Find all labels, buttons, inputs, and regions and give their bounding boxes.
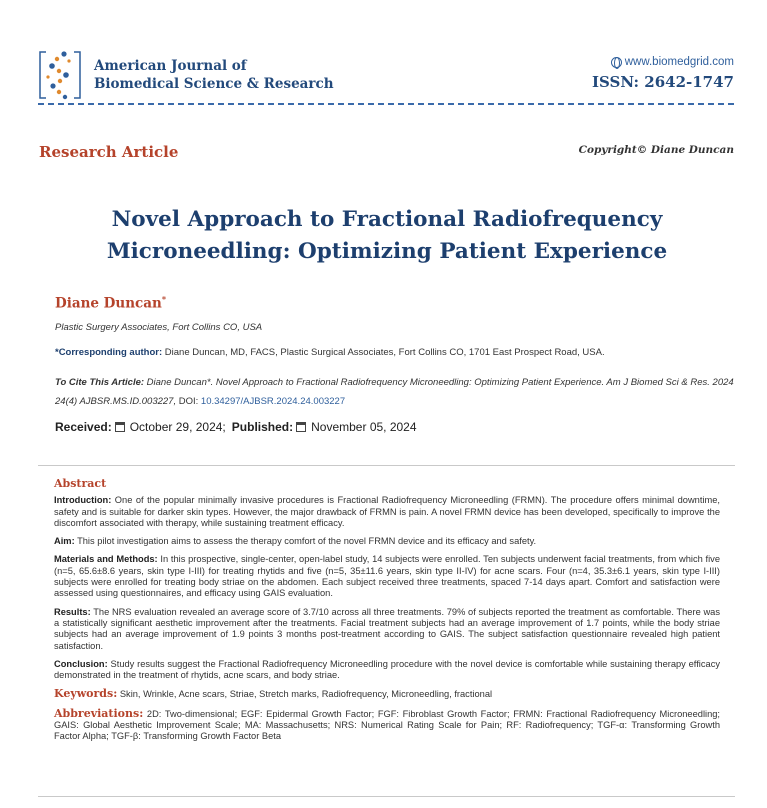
abstract-results	[54, 607, 720, 652]
affiliation: Plastic Surgery Associates, Fort Collins CO, USA	[55, 322, 263, 333]
doi-label: DOI:	[176, 396, 201, 407]
author-name-text: Diane Duncan	[55, 295, 162, 312]
section-label: Aim:	[54, 536, 75, 547]
abstract-methods	[54, 554, 720, 599]
title-line2: Microneedling: Optimizing Patient Experience	[106, 239, 668, 264]
abbreviations-text: 2D: Two-dimensional; EGF: Epidermal Growth Factor; FGF: Fibroblast Growth Factor; FRMN: Fractional Radiofrequency Microneedling; GAIS: Global Aesthetic Improvement Scale; MA: Massachusetts; NRS: Numerical Rating Scale for Pain; RF: Radiofrequency; TGF-α: Transforming Growth Factor Alpha; TGF-β: Transforming Growth Factor Beta	[54, 708, 720, 742]
author-name	[55, 294, 166, 312]
calendar-icon	[115, 422, 125, 432]
calendar-icon	[296, 422, 306, 432]
keywords-text: Skin, Wrinkle, Acne scars, Striae, Stretch marks, Radiofrequency, Microneedling, fractional	[117, 689, 493, 700]
copyright: Copyright© Diane Duncan	[578, 144, 734, 156]
author-mark: *	[161, 294, 166, 304]
abbreviations	[54, 708, 720, 743]
header-divider	[38, 103, 734, 105]
citation-text: Diane Duncan*. Novel Approach to Fractional Radiofrequency Microneedling: Optimizing Patient Experience. Am J Biomed Sci & Res. 2024 24(4) AJBSR.MS.ID.003227,	[55, 377, 734, 407]
section-text: In this prospective, single-center, open-label study, 14 subjects were enrolled. Ten subjects underwent facial treatments, from which five (n=5, 65.6±8.6 years, skin type I-III) for treating rhytids and five (n=5, 35±11.6 years, skin type II-IV) for acne scars. Four (n=4, 35.3±6.1 years, skin type I-III) subjects were enrolled for treating body striae on the abdomen. Each subject received three treatments, spaced 7-14 days apart. Comfort and satisfaction were assessed using questionnaires, and efficacy using GAIS evaluation.	[54, 554, 720, 599]
abstract-bottom-rule	[38, 796, 735, 797]
abstract-conclusion	[54, 659, 720, 682]
section-label: Conclusion:	[54, 658, 108, 669]
journal-name	[94, 57, 334, 93]
received-date: October 29, 2024;	[129, 420, 226, 434]
corresponding-text: Diane Duncan, MD, FACS, Plastic Surgical Associates, Fort Collins CO, 1701 East Prospect Road, USA.	[162, 347, 605, 358]
abstract-aim	[54, 536, 720, 547]
abstract	[54, 478, 720, 750]
published-date: November 05, 2024	[311, 420, 417, 434]
journal-name-line1: American Journal of	[94, 58, 247, 74]
journal-name-line2: Biomedical Science & Research	[94, 76, 334, 92]
abbreviations-label: Abbreviations:	[54, 706, 144, 720]
received-label: Received:	[55, 420, 112, 434]
website-link[interactable]	[611, 56, 734, 68]
section-text: Study results suggest the Fractional Radiofrequency Microneedling procedure with the novel device is comfortable while sustaining therapy efficacy demonstrated in the treatment of rhytids, acne scars, and body striae.	[54, 658, 720, 681]
keywords	[54, 688, 720, 700]
dates	[55, 420, 417, 434]
issn: ISSN: 2642-1747	[591, 73, 734, 91]
section-text: The NRS evaluation revealed an average score of 3.7/10 across all three treatments. 79% of subjects reported the treatment as comfortable. There was a statistically significant aesthetic improvement after the treatments. Facial treatment subjects had an average improvement of 1.7 points, while the body striae subjects had an average improvement of 1.9 points 3 months post-treatment according to GAIS. The subject satisfaction questionnaire revealed high patient satisfaction.	[54, 606, 720, 651]
article-title	[40, 204, 734, 268]
section-label: Results:	[54, 606, 91, 617]
section-label: Materials and Methods:	[54, 554, 158, 565]
globe-icon	[611, 57, 622, 68]
article-type: Research Article	[39, 143, 179, 161]
abstract-top-rule	[38, 465, 735, 466]
abstract-introduction	[54, 495, 720, 529]
citation	[55, 373, 735, 411]
website-text[interactable]: www.biomedgrid.com	[624, 56, 734, 68]
citation-label: To Cite This Article:	[55, 377, 145, 388]
title-line1: Novel Approach to Fractional Radiofrequency	[111, 207, 663, 232]
journal-header	[38, 44, 734, 106]
published-label: Published:	[231, 420, 294, 434]
corresponding-label: *Corresponding author:	[55, 347, 163, 358]
corresponding-author	[55, 347, 605, 358]
journal-logo-icon	[38, 46, 82, 104]
section-text: This pilot investigation aims to assess the therapy comfort of the novel FRMN device and its efficacy and safety.	[74, 536, 537, 547]
abstract-heading: Abstract	[54, 477, 107, 490]
section-text: One of the popular minimally invasive procedures is Fractional Radiofrequency Microneedling (FRMN). The procedure offers minimal downtime, safety and is suitable for darker skin types. However, the major drawback of FRMN is pain. A novel FRMN device has been developed, specifically to improve the discomfort associated with therapy, while sustaining treatment efficacy.	[54, 495, 720, 528]
section-label: Introduction:	[54, 495, 112, 506]
doi-link[interactable]: 10.34297/AJBSR.2024.24.003227	[200, 396, 346, 407]
keywords-label: Keywords:	[54, 687, 118, 701]
